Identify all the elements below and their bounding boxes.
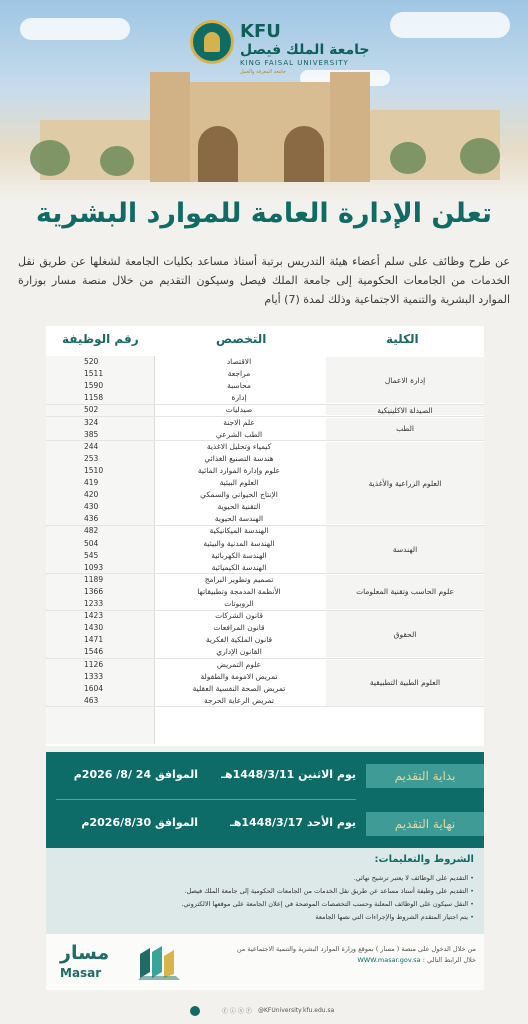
start-date-row <box>46 754 484 798</box>
masar-instructions <box>226 944 476 966</box>
archway <box>198 126 238 182</box>
end-gregorian: الموافق 2026/8/30م <box>81 816 198 829</box>
job-number-cell: 436 <box>84 514 99 524</box>
end-label: نهاية التقديم <box>366 812 484 836</box>
table-header <box>46 326 484 354</box>
specialty-cell: تمريض الرعاية الحرجة <box>204 695 274 705</box>
start-label: بداية التقديم <box>366 764 484 788</box>
college-cell: العلوم الطبية التطبيقية <box>326 660 484 706</box>
cloud <box>20 18 130 40</box>
job-number-cell: 1510 <box>84 465 104 475</box>
specialty-cell: تمريض الصحة النفسية العقلية <box>192 683 286 693</box>
jobs-table <box>46 326 484 746</box>
masar-logo-icon <box>136 944 184 982</box>
job-number-cell: 504 <box>84 538 99 548</box>
job-number-cell: 324 <box>84 417 99 427</box>
masar-text: من خلال الدخول على منصة ( مسار ) بموقع وزارة الموارد البشرية والتنمية الاجتماعية من خلال الرابط التالي : <box>236 945 476 964</box>
condition-item: • يتم اجتياز المتقدم الشروط والإجراءات التي نصها الجامعة <box>56 911 474 924</box>
footer <box>0 1004 528 1018</box>
header-job-number: رقم الوظيفة <box>62 332 139 346</box>
job-number-cell: 253 <box>84 453 99 463</box>
job-number-cell: 1093 <box>84 562 104 572</box>
specialty-cell: الهندسة الحيوية <box>214 514 264 524</box>
specialty-cell: صيدليات <box>225 405 253 415</box>
specialty-cell: القانون الإداري <box>216 647 262 657</box>
job-number-cell: 419 <box>84 478 99 487</box>
specialty-cell: الإنتاج الحيواني والسمكي <box>200 490 278 500</box>
masar-logo-arabic: مسار <box>60 942 110 964</box>
archway <box>284 126 324 182</box>
intro-paragraph: عن طرح وظائف على سلم أعضاء هيئة التدريس برتبة أستاذ مساعد بكليات الجامعة لشغلها عن طريق نقل الخدمات من الجامعات الحكومية إلى جامعة الملك فيصل وسيكون التقديم من خلال منصة مسار بوزارة الموارد البشرية والتنمية الاجتماعية وذلك لمدة (7) أيام <box>18 255 510 306</box>
building-tower <box>150 72 190 182</box>
condition-item: • التقديم على وظيفة أستاذ مساعد عن طريق نقل الخدمات من الجامعات الحكومية إلى جامعة الملك فيصل. <box>56 885 474 898</box>
row-divider <box>46 706 484 707</box>
masar-panel <box>46 934 484 990</box>
job-number-cell: 1366 <box>84 586 104 596</box>
specialty-cell: الهندسة الكيميائية <box>211 562 267 572</box>
dates-band <box>46 752 484 848</box>
specialty-cell: التقنية الحيوية <box>217 502 261 512</box>
specialty-cell: تصميم وتطوير البرامج <box>204 574 274 584</box>
social-icons: ⓕ ⓘ ⓧ ⓨ <box>222 1008 252 1015</box>
college-cell: الصيدلة الاكلينيكية <box>326 405 484 415</box>
specialty-cell: الروبوتات <box>224 599 254 608</box>
hero-image <box>0 0 528 200</box>
header-college: الكلية <box>386 332 419 346</box>
job-number-cell: 1126 <box>84 659 104 669</box>
college-cell: الطب <box>326 418 484 440</box>
job-number-cell: 420 <box>84 490 99 500</box>
logo-english-name: KING FAISAL UNIVERSITY <box>240 59 349 67</box>
start-gregorian: الموافق 24 /8/ 2026م <box>73 768 198 781</box>
header-specialty: التخصص <box>216 332 267 346</box>
job-number-cell: 1333 <box>84 671 104 681</box>
tree <box>460 138 500 174</box>
cloud <box>390 12 510 38</box>
tree <box>390 142 426 174</box>
job-number-cell: 520 <box>84 357 99 366</box>
conditions-panel <box>46 848 484 934</box>
job-number-cell: 1233 <box>84 599 104 608</box>
masar-link[interactable]: WWW.masar.gov.sa <box>357 956 421 964</box>
specialty-cell: كيمياء وتحليل الاغذية <box>206 441 272 451</box>
building-tower <box>330 72 370 182</box>
job-number-cell: 463 <box>84 695 99 705</box>
specialty-cell: الهندسة الميكانيكية <box>209 526 269 536</box>
tree <box>30 140 70 176</box>
specialty-cell: محاسبة <box>227 381 251 391</box>
specialty-cell: تمريض الامومة والطفولة <box>200 671 278 681</box>
college-cell: العلوم الزراعية والأغذية <box>326 442 484 525</box>
specialty-cell: علوم وإدارة الموارد المائية <box>197 465 281 475</box>
specialty-cell: الاقتصاد <box>226 357 252 366</box>
end-hijri: يوم الأحد 1448/3/17هـ <box>229 816 356 829</box>
page-title: تعلن الإدارة العامة للموارد البشرية <box>35 198 493 229</box>
job-number-cell: 1604 <box>84 683 104 693</box>
job-number-cell: 545 <box>84 550 99 560</box>
tree <box>100 146 134 176</box>
condition-item: • النقل سيكون على الوظائف المعلنة وحسب التخصصات الموضحة في إعلان الجامعة على موقعها الالكتروني. <box>56 898 474 911</box>
college-cell: إدارة الاعمال <box>326 357 484 403</box>
college-cell: علوم الحاسب وتقنية المعلومات <box>326 575 484 609</box>
job-number-cell: 1430 <box>84 623 104 633</box>
job-number-cell: 1158 <box>84 393 104 403</box>
start-hijri: يوم الاثنين 1448/3/11هـ <box>221 768 356 781</box>
job-number-cell: 430 <box>84 502 99 512</box>
logo-arabic-name: جامعة الملك فيصل <box>240 42 370 58</box>
job-number-cell: 244 <box>84 441 99 451</box>
job-number-cell: 1590 <box>84 381 104 391</box>
logo-subtitle: جامعة المعرفة والعمل <box>240 69 287 75</box>
specialty-cell: الطب الشرعي <box>215 429 263 439</box>
job-number-cell: 1511 <box>84 369 104 379</box>
specialty-cell: علم الاجنة <box>223 417 255 427</box>
job-number-cell: 502 <box>84 405 99 415</box>
job-number-cell: 1546 <box>84 647 104 657</box>
specialty-cell: العلوم البيئية <box>219 478 259 487</box>
conditions-list <box>56 872 474 924</box>
specialty-cell: علوم التمريض <box>216 659 262 669</box>
specialty-cell: الهندسة الكهربائية <box>211 550 267 560</box>
condition-item: • التقديم على الوظائف لا يعتبر ترشيح نهائي. <box>56 872 474 885</box>
job-number-cell: 1189 <box>84 574 104 584</box>
specialty-cell: إدارة <box>231 393 247 403</box>
job-number-cell: 1423 <box>84 611 104 621</box>
end-date-row <box>46 802 484 846</box>
job-number-cell: 482 <box>84 526 99 536</box>
specialty-cell: قانون الشركات <box>215 611 263 621</box>
website-link[interactable]: kfu.edu.sa <box>303 1007 335 1014</box>
specialty-cell: قانون المرافعات <box>213 623 265 633</box>
job-number-cell: 1471 <box>84 635 104 645</box>
kfu-emblem-icon <box>190 20 234 64</box>
divider <box>56 799 356 800</box>
college-cell: الحقوق <box>326 611 484 657</box>
logo-kfu: KFU <box>240 21 281 42</box>
masar-logo-english: Masar <box>60 966 102 980</box>
kfu-small-logo-icon <box>190 1006 200 1016</box>
college-cell: الهندسة <box>326 526 484 572</box>
conditions-title: الشروط والتعليمات: <box>374 854 474 865</box>
specialty-cell: الأنظمة المدمجة وتطبيقاتها <box>197 586 281 596</box>
university-logo <box>240 22 370 76</box>
job-number-cell: 385 <box>84 429 99 439</box>
specialty-cell: هندسة التصنيع الغذائي <box>204 453 274 463</box>
social-handle[interactable]: @KFUniversity <box>258 1007 302 1014</box>
specialty-cell: الهندسة المدنية والبيئية <box>203 538 275 548</box>
specialty-cell: قانون الملكية الفكرية <box>205 635 273 645</box>
specialty-cell: مراجعة <box>227 369 251 379</box>
